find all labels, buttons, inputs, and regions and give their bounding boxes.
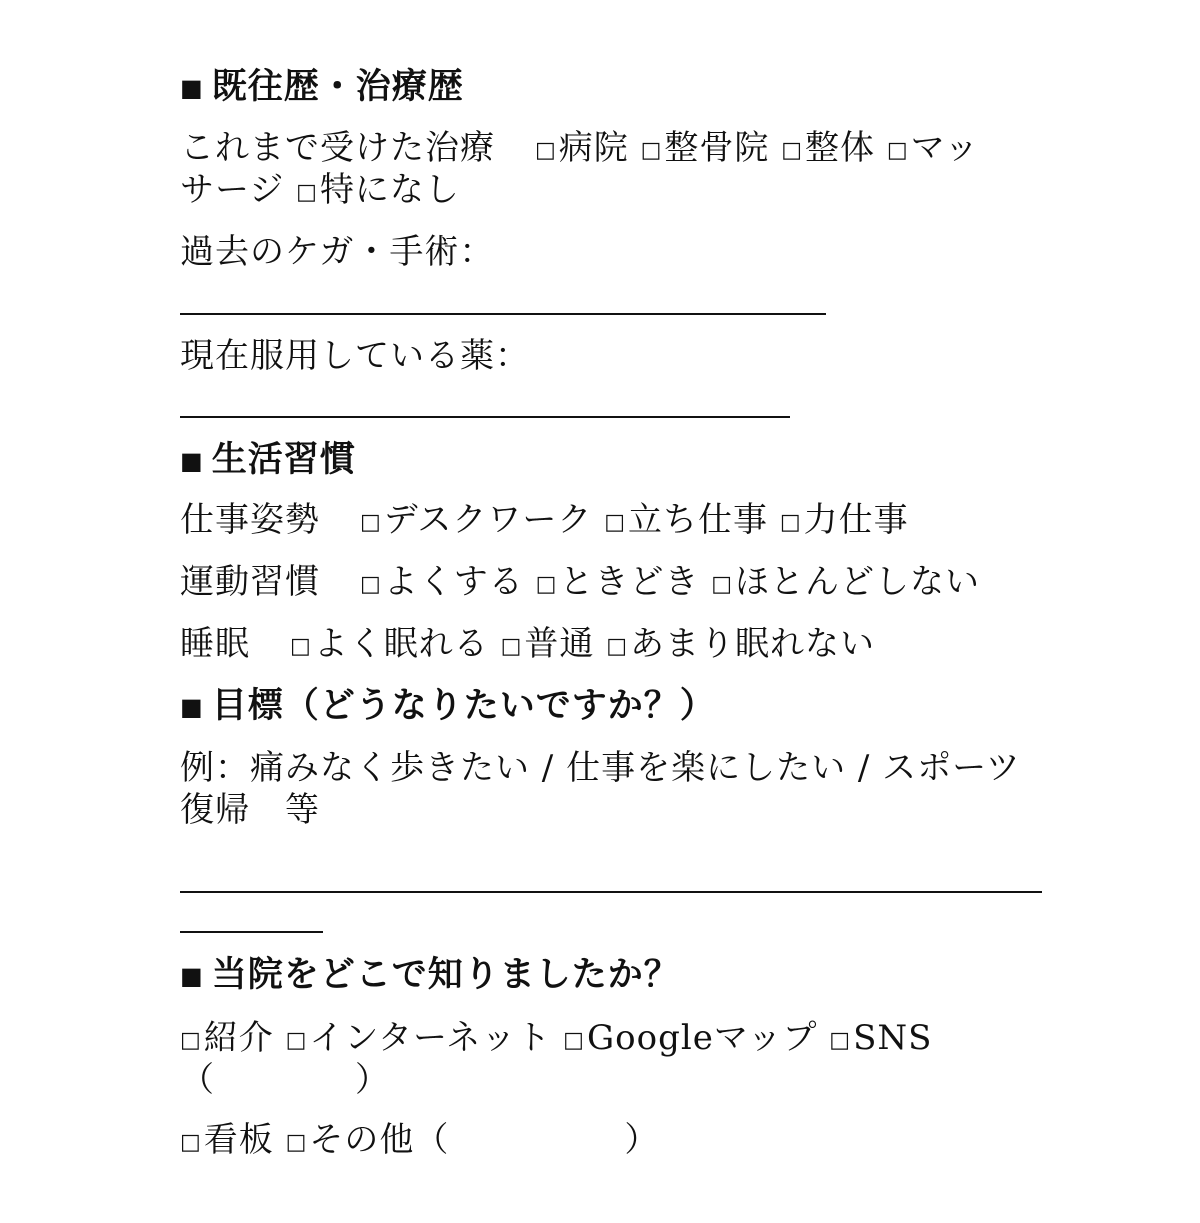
treatment-option[interactable] [535, 128, 629, 168]
treatment-option[interactable] [296, 170, 460, 210]
checkbox-icon[interactable]: □ [829, 1028, 852, 1053]
checkbox-icon[interactable]: □ [500, 634, 523, 659]
medication-label: 現在服用している薬： [180, 336, 530, 376]
referral-option-label: 紹介 [203, 1018, 274, 1058]
checkbox-icon[interactable]: □ [285, 1028, 308, 1053]
referral-option-label: インターネット [309, 1018, 552, 1058]
exercise-option[interactable] [536, 562, 700, 602]
checkbox-icon[interactable]: □ [711, 572, 734, 597]
bullet-icon: ■ [180, 73, 204, 102]
treatment-option-continued: サージ [180, 170, 285, 210]
goal-example-line1: 例：痛みなく歩きたい / 仕事を楽にしたい / スポーツ [180, 748, 1021, 788]
checkbox-icon[interactable]: □ [781, 138, 804, 163]
sleep-option[interactable] [501, 624, 595, 664]
bullet-icon: ■ [180, 446, 204, 475]
referral-options [180, 1018, 932, 1058]
section-heading-goal [180, 686, 716, 727]
sleep-option-label: 普通 [524, 624, 595, 664]
referral-option-label: 看板 [203, 1120, 274, 1160]
bullet-icon: ■ [180, 692, 204, 721]
treatment-row [180, 128, 979, 171]
work-option-label: 立ち仕事 [628, 500, 769, 540]
referral-option[interactable] [180, 1120, 274, 1160]
checkbox-icon[interactable]: □ [779, 510, 802, 535]
treatment-row-continued [180, 170, 460, 213]
goal-answer-line[interactable] [180, 891, 1042, 893]
section-heading-referral [180, 955, 680, 996]
heading-text: 既往歴・治療歴 [211, 66, 464, 107]
referral-row-2 [180, 1120, 659, 1163]
exercise-row [180, 562, 980, 605]
checkbox-icon[interactable]: □ [535, 572, 558, 597]
referral-option[interactable] [180, 1018, 274, 1058]
exercise-label: 運動習慣 [180, 562, 320, 602]
treatment-option-label: 病院 [558, 128, 629, 168]
injury-answer-line[interactable] [180, 313, 826, 315]
heading-text: 生活習慣 [211, 439, 356, 480]
injury-label: 過去のケガ・手術： [180, 232, 495, 272]
treatment-option[interactable] [781, 128, 875, 168]
referral-option-label: Googleマップ [586, 1018, 818, 1058]
section-heading-lifestyle [180, 440, 356, 481]
referral-options-2 [180, 1120, 659, 1160]
goal-example-line2: 復帰 等 [180, 790, 320, 830]
checkbox-icon[interactable]: □ [886, 138, 909, 163]
sleep-option-label: あまり眠れない [630, 624, 876, 664]
checkbox-icon[interactable]: □ [640, 138, 663, 163]
work-option[interactable] [604, 500, 768, 540]
checkbox-icon[interactable]: □ [285, 1130, 308, 1155]
exercise-option[interactable] [360, 562, 524, 602]
heading-text: 当院をどこで知りましたか？ [211, 954, 680, 995]
checkbox-icon[interactable]: □ [290, 634, 312, 659]
treatment-options [535, 128, 979, 168]
treatment-option[interactable] [641, 128, 770, 168]
checkbox-icon[interactable]: □ [563, 1028, 585, 1053]
checkbox-icon[interactable]: □ [360, 572, 382, 597]
exercise-option-label: ときどき [559, 562, 700, 602]
work-option-label: デスクワーク [383, 500, 593, 540]
checkbox-icon[interactable]: □ [535, 138, 557, 163]
work-option-label: 力仕事 [803, 500, 909, 540]
exercise-options [360, 562, 980, 602]
exercise-option-label: よくする [383, 562, 524, 602]
checkbox-icon[interactable]: □ [604, 510, 627, 535]
checkbox-icon[interactable]: □ [180, 1028, 202, 1053]
sleep-options [290, 624, 875, 664]
treatment-option[interactable] [887, 128, 979, 168]
work-options [360, 500, 909, 540]
section-heading-history [180, 67, 464, 108]
referral-option[interactable] [563, 1018, 817, 1058]
bullet-icon: ■ [180, 961, 204, 990]
goal-answer-line-continued[interactable] [180, 931, 323, 933]
treatment-option-label: 特になし [319, 170, 460, 210]
referral-option[interactable] [286, 1120, 660, 1160]
checkbox-icon[interactable]: □ [360, 510, 382, 535]
work-posture-row [180, 500, 909, 543]
referral-option-label: SNS [853, 1018, 933, 1058]
referral-row-1 [180, 1018, 932, 1061]
exercise-option[interactable] [711, 562, 980, 602]
treatment-options-2 [296, 170, 460, 210]
sleep-label: 睡眠 [180, 624, 250, 664]
checkbox-icon[interactable]: □ [606, 634, 629, 659]
sleep-option-label: よく眠れる [313, 624, 489, 664]
work-option[interactable] [360, 500, 592, 540]
referral-option[interactable] [286, 1018, 552, 1058]
checkbox-icon[interactable]: □ [180, 1130, 202, 1155]
sleep-option[interactable] [290, 624, 489, 664]
work-option[interactable] [780, 500, 909, 540]
sns-detail-paren[interactable]: （ ） [180, 1060, 390, 1100]
work-label: 仕事姿勢 [180, 500, 320, 540]
treatment-option-label: マッ [910, 128, 980, 168]
referral-option-label: その他（ ） [309, 1120, 660, 1160]
treatment-label: これまで受けた治療 [180, 128, 495, 168]
exercise-option-label: ほとんどしない [735, 562, 981, 602]
treatment-option-label: 整体 [805, 128, 876, 168]
sleep-row [180, 624, 875, 667]
heading-text: 目標（どうなりたいですか？） [211, 685, 716, 726]
referral-option[interactable] [829, 1018, 932, 1058]
checkbox-icon[interactable]: □ [296, 180, 318, 205]
sleep-option[interactable] [606, 624, 875, 664]
medication-answer-line[interactable] [180, 416, 790, 418]
treatment-option-label: 整骨院 [664, 128, 770, 168]
